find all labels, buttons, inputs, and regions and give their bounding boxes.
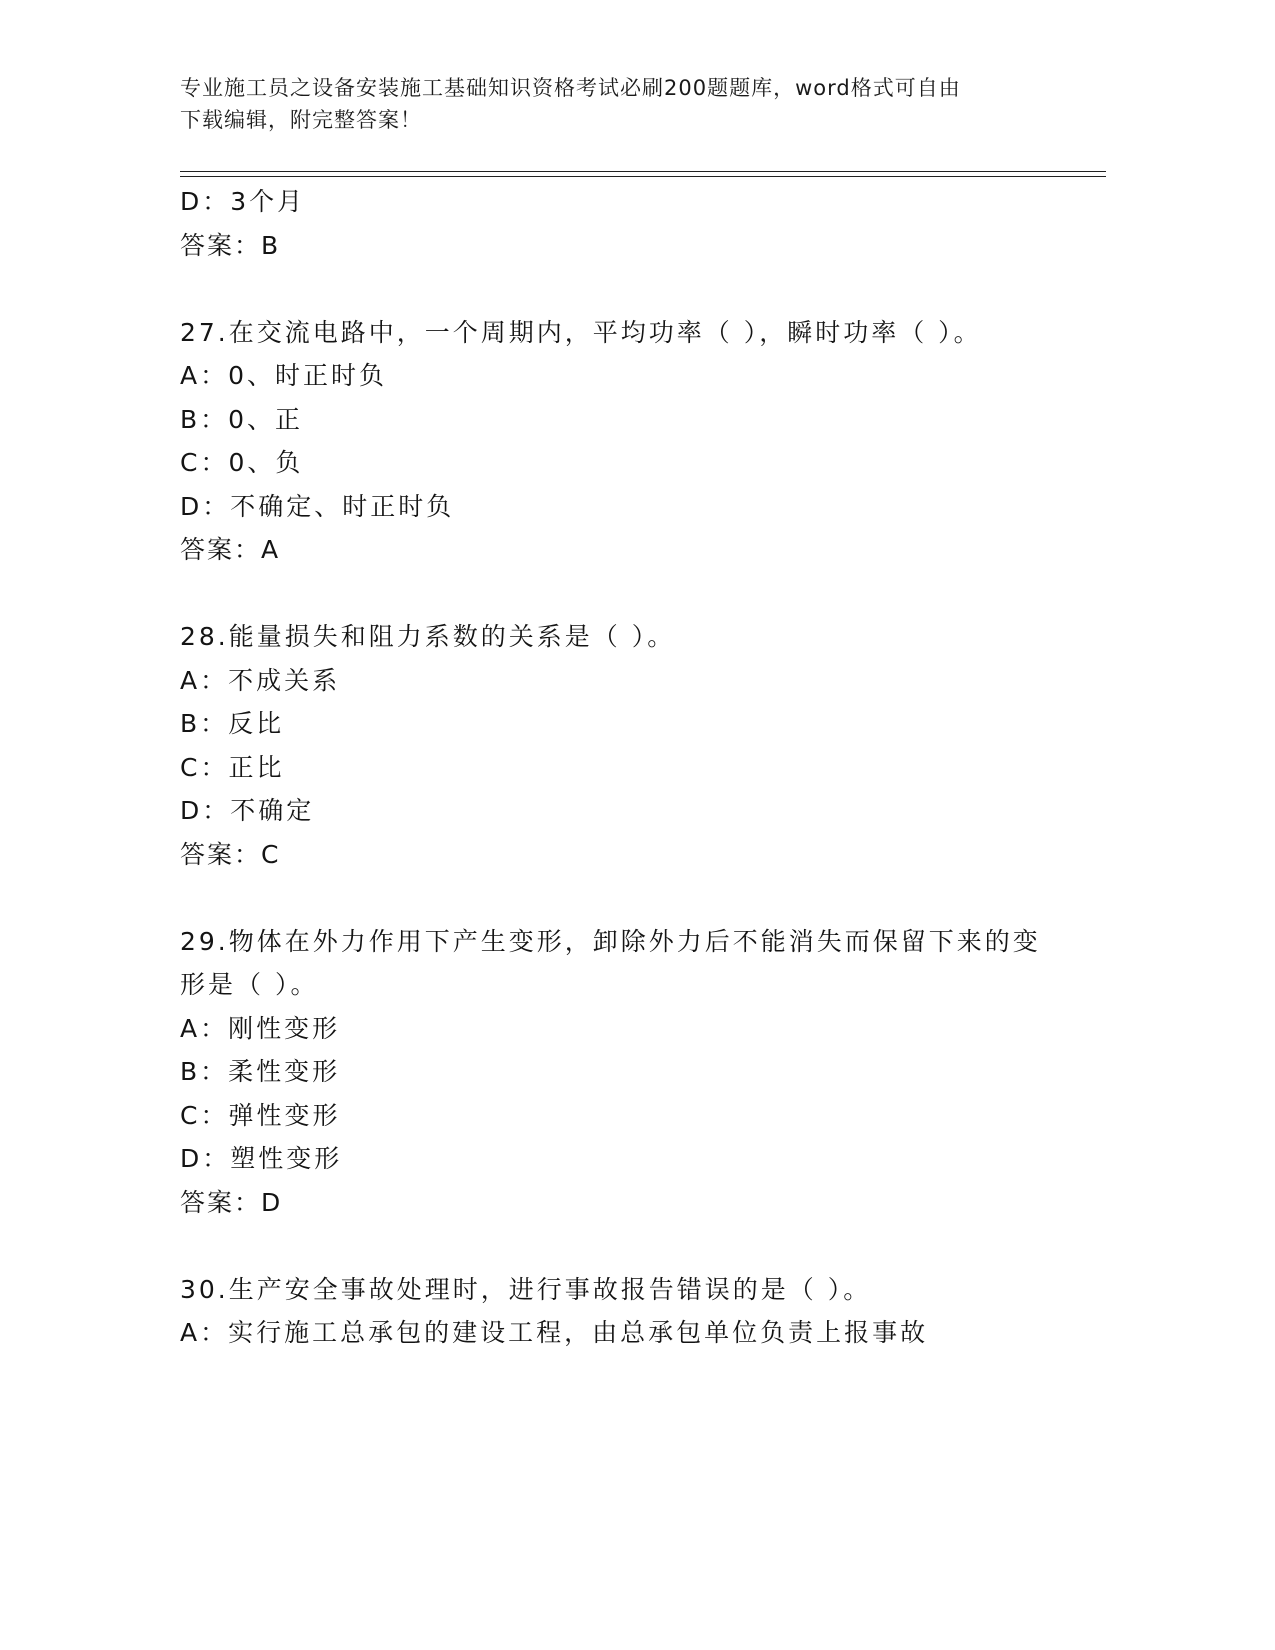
question-stem: 28.能量损失和阻力系数的关系是（ ）。 [180, 622, 676, 651]
question-27 [180, 311, 1080, 572]
question-stem: 29.物体在外力作用下产生变形，卸除外力后不能消失而保留下来的变 [180, 926, 1041, 956]
option-b: B：反比 [180, 709, 285, 738]
question-spacer [180, 1224, 1080, 1268]
answer-line: 答案：B [180, 230, 281, 260]
option-c: C：0、负 [180, 448, 304, 477]
question-list [180, 180, 1080, 1355]
answer-line: 答案：C [180, 839, 281, 869]
question-spacer [180, 267, 1080, 311]
header-line-2: 下载编辑，附完整答案！ [180, 108, 422, 132]
option-d: D：不确定 [180, 796, 315, 825]
option-a: A：不成关系 [180, 665, 341, 695]
option-a: A：实行施工总承包的建设工程，由总承包单位负责上报事故 [180, 1318, 929, 1347]
header-divider-top [180, 171, 1106, 172]
question-28 [180, 615, 1080, 876]
option-c: C：弹性变形 [180, 1100, 341, 1130]
option-d: D：塑性变形 [180, 1144, 343, 1173]
header-divider-bottom [180, 176, 1106, 177]
option-d: D：不确定、时正时负 [180, 491, 455, 521]
question-stem: 30.生产安全事故处理时，进行事故报告错误的是（ ）。 [180, 1274, 872, 1304]
header-line-1: 专业施工员之设备安装施工基础知识资格考试必刷200题题库，word格式可自由 [180, 76, 961, 100]
option-c: C：正比 [180, 752, 285, 782]
question-spacer [180, 876, 1080, 920]
option-a: A：刚性变形 [180, 1013, 341, 1043]
question-stem-continued: 形是（ ）。 [180, 970, 319, 999]
answer-line: 答案：A [180, 535, 281, 564]
question-spacer [180, 572, 1080, 616]
answer-line: 答案：D [180, 1187, 283, 1217]
question-26-tail [180, 180, 1080, 267]
option-d: D：3个月 [180, 187, 306, 216]
option-b: B：柔性变形 [180, 1057, 341, 1086]
document-header [180, 72, 1040, 136]
question-29 [180, 920, 1080, 1225]
question-stem: 27.在交流电路中，一个周期内，平均功率（ ），瞬时功率（ ）。 [180, 317, 982, 347]
option-a: A：0、时正时负 [180, 361, 388, 390]
option-b: B：0、正 [180, 404, 304, 434]
question-30 [180, 1268, 1080, 1355]
